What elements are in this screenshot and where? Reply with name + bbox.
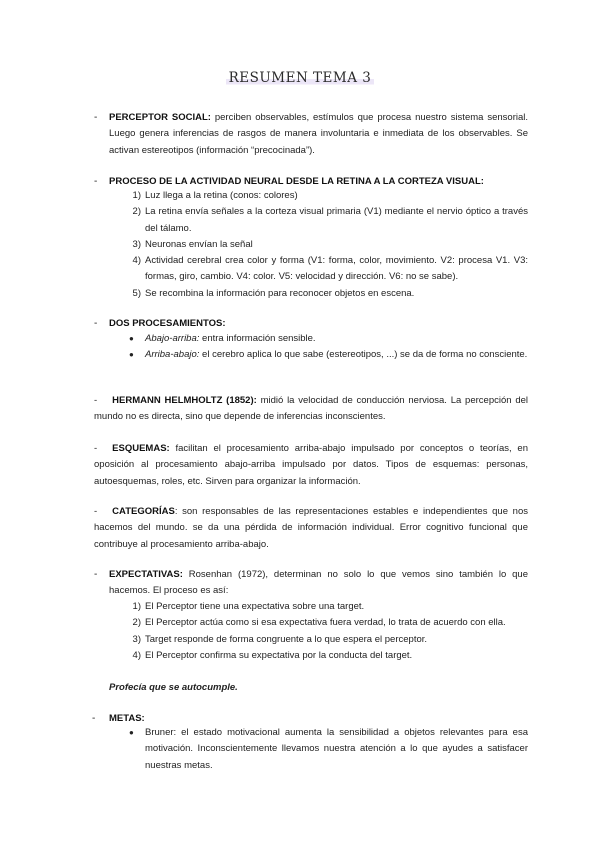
section-dos-label: DOS PROCESAMIENTOS: (109, 318, 226, 329)
section-dash: - (94, 112, 98, 123)
list-item: 4) El Perceptor confirma su expectativa por la conducta del target. (132, 649, 413, 661)
expectativas-list (132, 599, 528, 664)
dos-list (129, 331, 528, 364)
section-dash: - (94, 569, 98, 580)
list-item: 4) Actividad cerebral crea color y forma (V1: forma, color, movimiento. V2: procesa V1. V3: formas, giro, cambio. V4: color. V5: velocidad y dirección. V6: no se sabe). (132, 255, 528, 283)
section-proceso-label: PROCESO DE LA ACTIVIDAD NEURAL DESDE LA RETINA A LA CORTEZA VISUAL: (109, 176, 484, 187)
page-title: RESUMEN TEMA 3 (0, 70, 600, 86)
proceso-list (132, 188, 528, 302)
list-item: ● Arriba-abajo: el cerebro aplica lo que sabe (estereotipos, ...) se da de forma no consciente. (129, 349, 528, 361)
section-helmholtz: - HERMANN HELMHOLTZ (1852): midió la velocidad de conducción nerviosa. La percepción del mundo no es directa, sino que depende de inferencias inconscientes. (94, 395, 528, 423)
section-esquemas: - ESQUEMAS: facilitan el procesamiento arriba-abajo impulsado por conceptos o teorías, en oposición al procesamiento abajo-arriba impulsado por datos. Tipos de esquemas: personas, autoesquemas, roles, etc. Sirven para organizar la información. (94, 443, 528, 487)
section-dash: - (94, 176, 98, 187)
section-dash: - (92, 713, 96, 724)
section-dash: - (94, 318, 98, 329)
list-item: 2) La retina envía señales a la corteza visual primaria (V1) mediante el nervio óptico a través del tálamo. (132, 206, 528, 234)
list-item: 2) El Perceptor actúa como si esa expectativa fuera verdad, lo trata de acuerdo con ella. (132, 617, 506, 629)
section-expectativas: EXPECTATIVAS: Rosenhan (1972), determinan no solo lo que vemos sino también lo que hacemos. El proceso es así: (109, 569, 528, 597)
section-text: perciben observables, estímulos que procesa nuestro sistema sensorial. Luego genera inferencias de rasgos de manera involuntaria e inmediata de los observables. Se activan estereotipos (información “precocinada”). (109, 112, 528, 156)
list-item: 3) Target responde de forma congruente a lo que espera el perceptor. (132, 633, 428, 645)
list-item: 1) El Perceptor tiene una expectativa sobre una target. (132, 601, 365, 612)
list-item: ● Bruner: el estado motivacional aumenta la sensibilidad a objetos relevantes para esa motivación. Inconscientemente llevamos nuestra atención a lo que ayudes a satisfacer nuestras metas. (129, 727, 528, 771)
list-item: 3) Neuronas envían la señal (132, 238, 253, 250)
section-perceptor-social (109, 110, 528, 159)
list-item: 5) Se recombina la información para reconocer objetos en escena. (132, 287, 415, 299)
section-categorias: - CATEGORÍAS: son responsables de las representaciones estables e independientes que nos hacemos del mundo. se da una pérdida de información individual. Error cognitivo funcional que contribuye al procesamiento arriba-abajo. (94, 506, 528, 550)
section-metas-label: METAS: (109, 713, 145, 724)
profecia-note: Profecía que se autocumple. (109, 682, 238, 693)
list-item: 1) Luz llega a la retina (conos: colores) (132, 190, 298, 201)
metas-list (129, 725, 528, 774)
section-label: PERCEPTOR SOCIAL: (109, 112, 211, 123)
list-item: ● Abajo-arriba: entra información sensible. (129, 333, 316, 344)
